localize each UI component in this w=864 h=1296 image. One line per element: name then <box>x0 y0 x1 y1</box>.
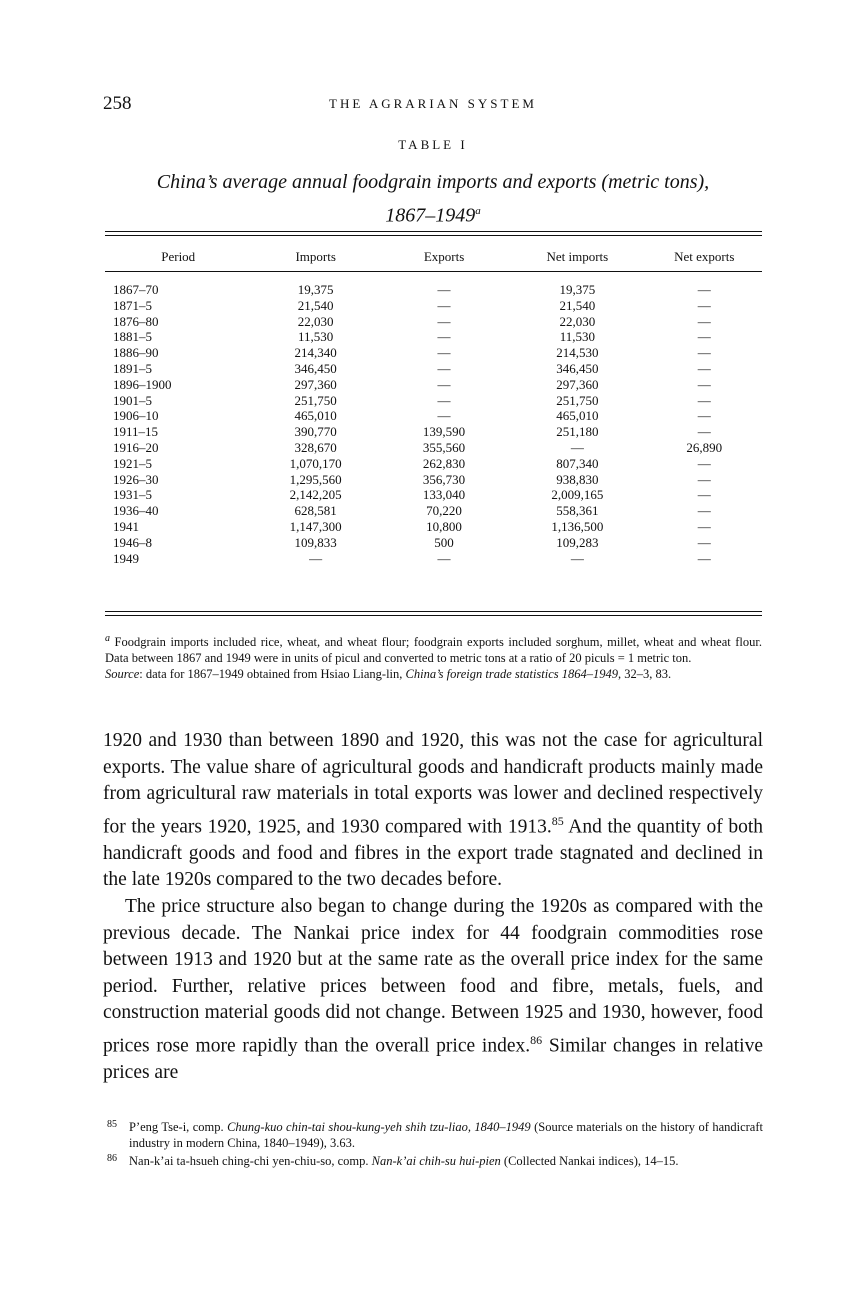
cell-period: 1871–5 <box>113 297 152 313</box>
cell-net-exports: — <box>697 487 711 503</box>
footnote-86 <box>103 1153 763 1169</box>
table-row <box>105 298 762 314</box>
table-row <box>105 440 762 456</box>
table-row <box>105 456 762 472</box>
cell-net-exports: — <box>697 518 711 534</box>
cell-net-imports: — <box>570 550 584 566</box>
cell-exports: 500 <box>434 534 454 550</box>
cell-imports: 214,340 <box>294 345 337 361</box>
footnote-text: (Collected Nankai indices), 14–15. <box>500 1154 679 1168</box>
cell-exports: — <box>437 345 451 361</box>
cell-exports: — <box>437 313 451 329</box>
cell-period: 1916–20 <box>113 439 159 455</box>
table-body <box>105 273 762 566</box>
table-notes <box>105 631 762 682</box>
cell-net-imports: 346,450 <box>556 360 599 376</box>
cell-net-exports: — <box>697 376 711 392</box>
source-text-after: , 32–3, 83. <box>618 667 672 682</box>
cell-period: 1876–80 <box>113 313 159 329</box>
foodgrain-table <box>105 240 762 566</box>
table-row <box>105 329 762 345</box>
table-row <box>105 503 762 519</box>
table-footnote <box>105 631 762 666</box>
table-top-rule-inner <box>105 235 762 236</box>
table-top-rule <box>105 231 762 232</box>
column-header-net-exports: Net exports <box>674 248 735 264</box>
paragraph-1-text-b: And the quantity of both handicraft goods and food and fibres in the export trade stagnated and declined in the late 1920s compared to the two decades before. <box>103 816 763 891</box>
paragraph-2-text-a: The price structure also began to change during the 1920s as compared with the previous decade. The Nankai price index for 44 foodgrain commodities rose between 1913 and 1920 but at the same rate as the overall price index for the same period. Further, relative prices between food and fibre, metals, fuels, and construction material goods did not change. Between 1925 and 1930, however, food prices rose more rapidly than the overall price index. <box>103 896 763 1057</box>
cell-net-exports: — <box>697 329 711 345</box>
cell-net-exports: — <box>697 471 711 487</box>
running-head <box>103 93 763 115</box>
cell-exports: 133,040 <box>422 487 466 503</box>
table-caption-note-mark: a <box>475 205 481 217</box>
cell-imports: 19,375 <box>297 282 334 297</box>
cell-net-imports: 1,136,500 <box>551 518 604 534</box>
cell-exports: — <box>437 392 451 408</box>
cell-net-exports: — <box>697 408 711 424</box>
cell-period: 1921–5 <box>113 455 152 471</box>
cell-period: 1886–90 <box>113 345 159 361</box>
cell-exports: — <box>437 550 451 566</box>
cell-imports: 2,142,205 <box>289 487 342 503</box>
cell-imports: 1,070,170 <box>289 455 342 471</box>
cell-net-imports: 251,180 <box>556 424 599 440</box>
table-label: TABLE I <box>398 137 468 152</box>
cell-exports: 262,830 <box>422 455 466 471</box>
cell-net-imports: 22,030 <box>559 313 596 329</box>
cell-net-imports: — <box>570 439 584 455</box>
cell-period: 1946–8 <box>113 534 152 550</box>
cell-net-exports: — <box>697 424 711 440</box>
cell-imports: 465,010 <box>294 408 337 424</box>
paragraph-2 <box>103 894 763 1087</box>
footnote-title: Nan-k’ai chih-su hui-pien <box>371 1154 501 1168</box>
footnote-title: Chung-kuo chin-tai shou-kung-yeh shih tzu-liao, 1840–1949 <box>227 1120 531 1134</box>
cell-net-imports: 109,283 <box>556 534 599 550</box>
cell-exports: 355,560 <box>422 439 466 455</box>
paragraph-2-text-b: Similar changes in relative prices are <box>103 1035 763 1084</box>
cell-net-exports: — <box>697 313 711 329</box>
cell-net-exports: — <box>697 503 711 519</box>
cell-net-imports: 2,009,165 <box>551 487 604 503</box>
footnote-text: Nan-k’ai ta-hsueh ching-chi yen-chiu-so, comp. <box>129 1154 372 1168</box>
table-caption-line1: China’s average annual foodgrain imports and exports (metric tons), <box>156 171 710 193</box>
table-caption-line2: 1867–1949 <box>385 204 476 227</box>
footnote-text: (Source materials on the history of handicraft industry in modern China, 1840–1949), 3.63. <box>129 1120 763 1150</box>
column-header-exports: Exports <box>423 248 465 264</box>
table-header <box>105 240 762 273</box>
cell-exports: — <box>437 360 451 376</box>
cell-net-exports: — <box>697 297 711 313</box>
cell-period: 1941 <box>113 518 139 534</box>
cell-net-imports: 21,540 <box>559 297 596 313</box>
cell-exports: — <box>437 297 451 313</box>
table-row <box>105 345 762 361</box>
cell-imports: 11,530 <box>298 329 334 345</box>
cell-exports: — <box>437 376 451 392</box>
paragraph-1-text-a: 1920 and 1930 than between 1890 and 1920, this was not the case for agricultural exports. The value share of agricultural goods and handicraft products mainly made from agricultural raw materials in total exports was lower and declined respectively for the years 1920, 1925, and 1930 compared with 1913. <box>103 730 763 838</box>
column-header-period: Period <box>161 248 196 264</box>
page-footnotes <box>103 1119 763 1171</box>
cell-net-exports: 26,890 <box>686 439 723 455</box>
footnote-number: 86 <box>107 1153 117 1164</box>
cell-net-imports: 465,010 <box>556 408 599 424</box>
cell-net-exports: — <box>697 550 711 566</box>
cell-exports: — <box>437 329 451 345</box>
source-title: China’s foreign trade statistics 1864–1949 <box>405 667 619 682</box>
table-caption <box>103 168 763 231</box>
footnote-number: 85 <box>107 1119 117 1130</box>
cell-net-exports: — <box>697 455 711 471</box>
table-footnote-text: Foodgrain imports included rice, wheat, and wheat flour; foodgrain exports included sorghum, millet, wheat and wheat flour. Data between 1867 and 1949 were in units of picul and converted to metric tons at a ratio of 20 piculs = 1 metric ton. <box>105 635 762 666</box>
cell-net-exports: — <box>697 360 711 376</box>
cell-net-imports: 297,360 <box>556 376 599 392</box>
table-row <box>105 472 762 488</box>
cell-period: 1949 <box>113 550 139 566</box>
cell-period: 1911–15 <box>113 424 159 440</box>
cell-imports: 297,360 <box>294 376 337 392</box>
table-row <box>105 377 762 393</box>
cell-exports: — <box>437 282 451 297</box>
table-header-row <box>105 240 762 273</box>
cell-net-exports: — <box>697 392 711 408</box>
cell-exports: 10,800 <box>426 518 462 534</box>
cell-net-imports: 558,361 <box>556 503 599 519</box>
cell-imports: 628,581 <box>294 503 337 519</box>
table-row <box>105 519 762 535</box>
paragraph-1 <box>103 728 763 894</box>
source-label: Source <box>105 667 140 682</box>
cell-imports: 390,770 <box>294 424 337 440</box>
table-source <box>105 666 762 682</box>
cell-imports: 22,030 <box>297 313 334 329</box>
column-header-imports: Imports <box>295 248 336 264</box>
table-row <box>105 551 762 567</box>
table-row <box>105 314 762 330</box>
cell-net-imports: 807,340 <box>556 455 599 471</box>
cell-period: 1931–5 <box>113 487 152 503</box>
cell-imports: 21,540 <box>297 297 334 313</box>
cell-period: 1926–30 <box>113 471 159 487</box>
cell-exports: — <box>437 408 451 424</box>
table-bottom-rule-inner <box>105 615 762 616</box>
cell-period: 1867–70 <box>113 282 159 297</box>
cell-exports: 139,590 <box>422 424 466 440</box>
cell-imports: 346,450 <box>294 360 337 376</box>
footnote-ref-86: 86 <box>530 1033 543 1048</box>
cell-imports: 109,833 <box>294 534 337 550</box>
cell-net-imports: 938,830 <box>556 471 599 487</box>
column-header-net-imports: Net imports <box>546 248 609 264</box>
cell-imports: 328,670 <box>294 439 337 455</box>
cell-net-imports: 214,530 <box>556 345 599 361</box>
cell-imports: — <box>309 550 323 566</box>
cell-net-exports: — <box>697 282 711 297</box>
cell-net-imports: 251,750 <box>556 392 599 408</box>
cell-period: 1906–10 <box>113 408 159 424</box>
cell-period: 1881–5 <box>113 329 152 345</box>
table-row <box>105 487 762 503</box>
cell-period: 1901–5 <box>113 392 152 408</box>
cell-period: 1891–5 <box>113 360 152 376</box>
cell-exports: 356,730 <box>422 471 466 487</box>
cell-net-imports: 11,530 <box>559 329 595 345</box>
cell-period: 1936–40 <box>113 503 159 519</box>
table-row <box>105 273 762 298</box>
footnote-text: P’eng Tse-i, comp. <box>129 1120 228 1134</box>
source-text-before: : data for 1867–1949 obtained from Hsiao Liang-lin, <box>139 667 406 682</box>
table-row <box>105 361 762 377</box>
cell-imports: 1,147,300 <box>289 518 342 534</box>
cell-exports: 70,220 <box>426 503 462 519</box>
cell-net-imports: 19,375 <box>559 282 596 297</box>
running-title: THE AGRARIAN SYSTEM <box>329 96 537 111</box>
table-footnote-mark: a <box>105 633 110 644</box>
table-bottom-rule <box>105 611 762 612</box>
table-row <box>105 535 762 551</box>
table-row <box>105 393 762 409</box>
footnote-85 <box>103 1119 763 1151</box>
cell-net-exports: — <box>697 345 711 361</box>
table-row <box>105 408 762 424</box>
cell-imports: 1,295,560 <box>289 471 342 487</box>
table-row <box>105 424 762 440</box>
body-text <box>103 728 763 1087</box>
cell-imports: 251,750 <box>294 392 337 408</box>
cell-period: 1896–1900 <box>113 376 172 392</box>
cell-net-exports: — <box>697 534 711 550</box>
page-number: 258 <box>103 93 132 114</box>
footnote-ref-85: 85 <box>551 813 564 828</box>
